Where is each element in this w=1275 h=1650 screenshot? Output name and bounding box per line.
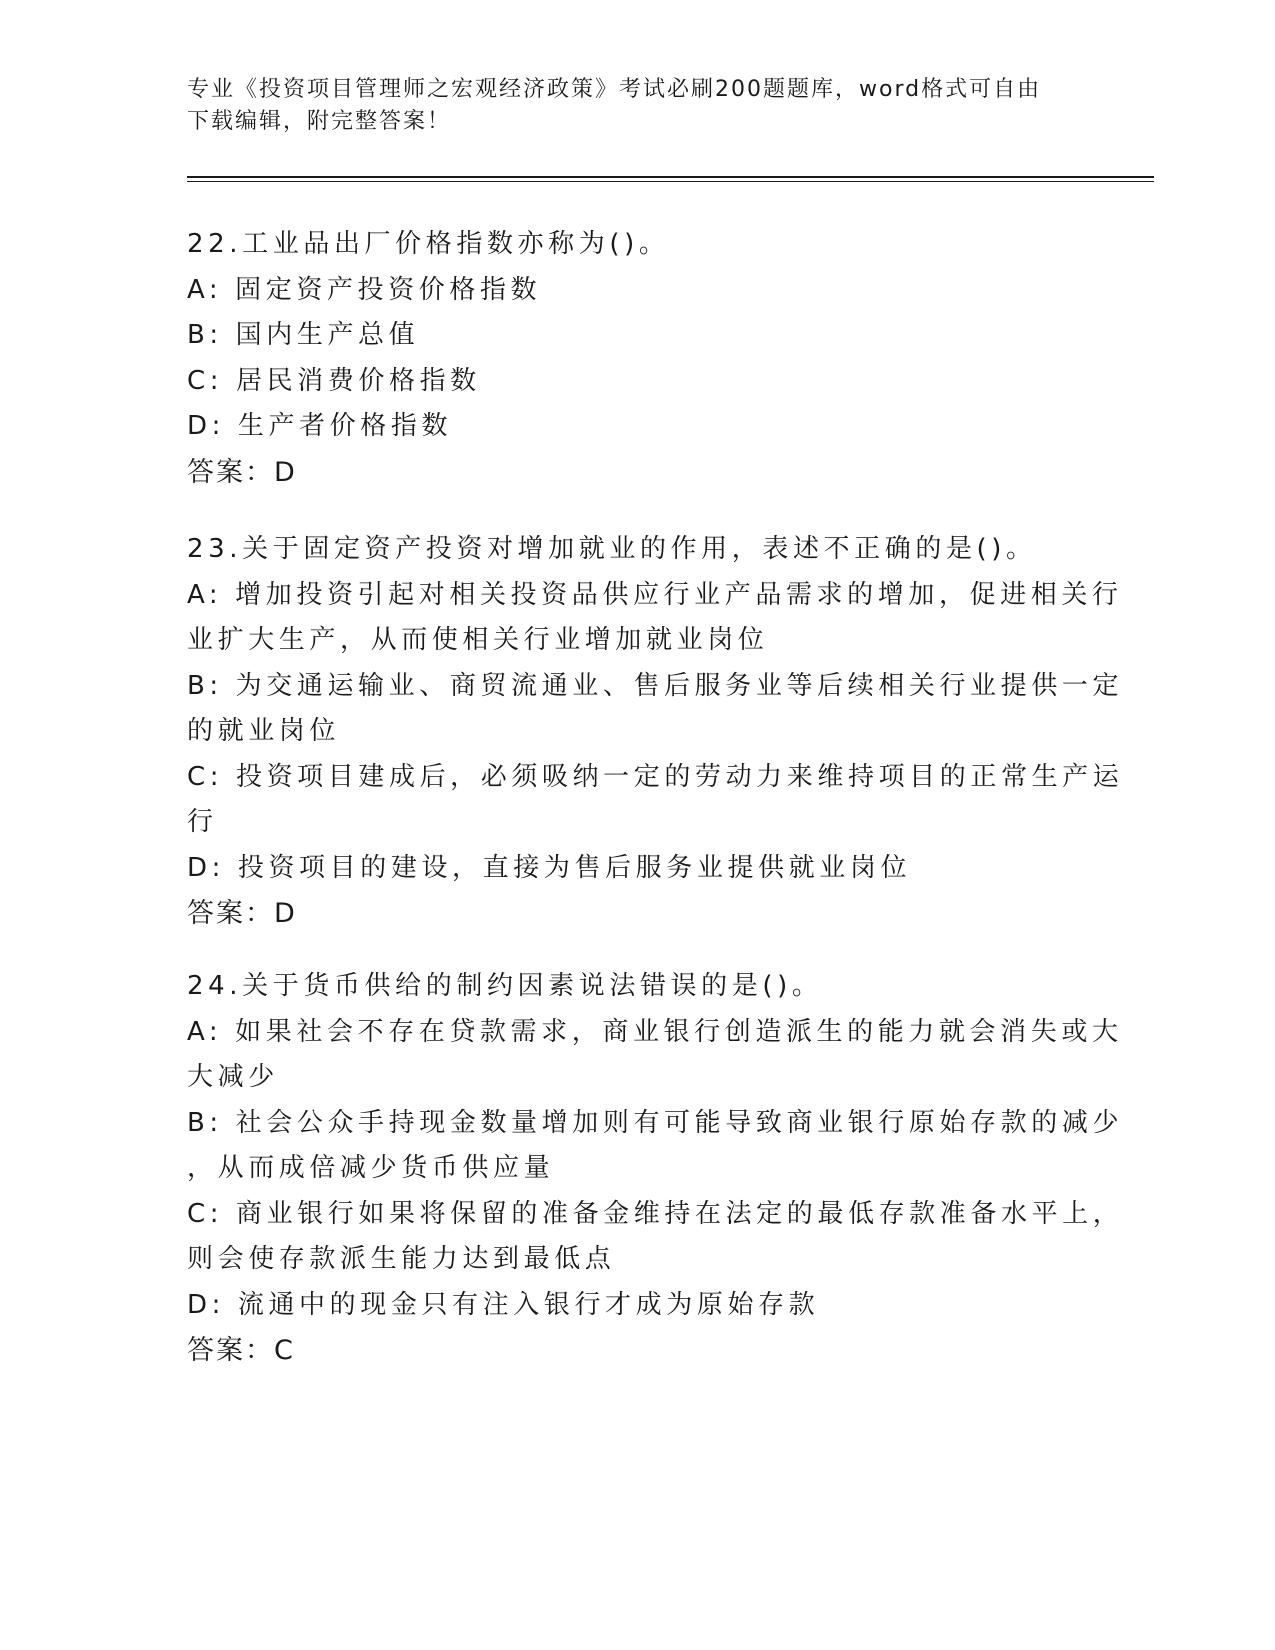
answer-label: 答案：D: [187, 898, 297, 929]
option-line: C: 投资项目建成后，必须吸纳一定的劳动力来维持项目的正常生产运: [187, 761, 1124, 792]
option-line: 则会使存款派生能力达到最低点: [187, 1244, 616, 1274]
option-line: A: 如果社会不存在贷款需求，商业银行创造派生的能力就会消失或大: [187, 1016, 1123, 1047]
option-line: B: 国内生产总值: [187, 320, 420, 350]
option-line: A: 增加投资引起对相关投资品供应行业产品需求的增加，促进相关行: [187, 579, 1123, 610]
answer-label: 答案：C: [187, 1335, 295, 1366]
question-stem: 22.工业品出厂价格指数亦称为()。: [187, 229, 670, 259]
option-line: D: 生产者价格指数: [187, 411, 453, 441]
option-line: 的就业岗位: [187, 716, 341, 746]
option-line: 大减少: [187, 1062, 279, 1092]
header-line-1: 专业《投资项目管理师之宏观经济政策》考试必刷200题题库，word格式可自由: [187, 77, 1042, 102]
header-divider-thick: [187, 176, 1154, 178]
option-line: C: 居民消费价格指数: [187, 365, 481, 396]
option-line: A: 固定资产投资价格指数: [187, 274, 542, 305]
option-line: 业扩大生产，从而使相关行业增加就业岗位: [187, 625, 769, 655]
option-line: D: 投资项目的建设，直接为售后服务业提供就业岗位: [187, 852, 912, 883]
question-stem: 24.关于货币供给的制约因素说法错误的是()。: [187, 971, 823, 1001]
option-line: D: 流通中的现金只有注入银行才成为原始存款: [187, 1289, 820, 1320]
document-header: [187, 74, 1067, 138]
header-divider-thin: [187, 181, 1154, 182]
question-stem: 23.关于固定资产投资对增加就业的作用，表述不正确的是()。: [187, 534, 1037, 564]
option-line: 行: [187, 807, 218, 837]
option-line: C: 商业银行如果将保留的准备金维持在法定的最低存款准备水平上，: [187, 1198, 1124, 1229]
answer-label: 答案：D: [187, 456, 297, 488]
question-24: [187, 964, 1124, 1374]
option-line: B: 为交通运输业、商贸流通业、售后服务业等后续相关行业提供一定: [187, 670, 1124, 701]
question-23: [187, 527, 1124, 937]
header-line-2: 下载编辑，附完整答案！: [187, 109, 452, 134]
option-line: B: 社会公众手持现金数量增加则有可能导致商业银行原始存款的减少: [187, 1107, 1124, 1138]
option-line: ，从而成倍减少货币供应量: [187, 1153, 555, 1183]
question-22: [187, 222, 1087, 495]
